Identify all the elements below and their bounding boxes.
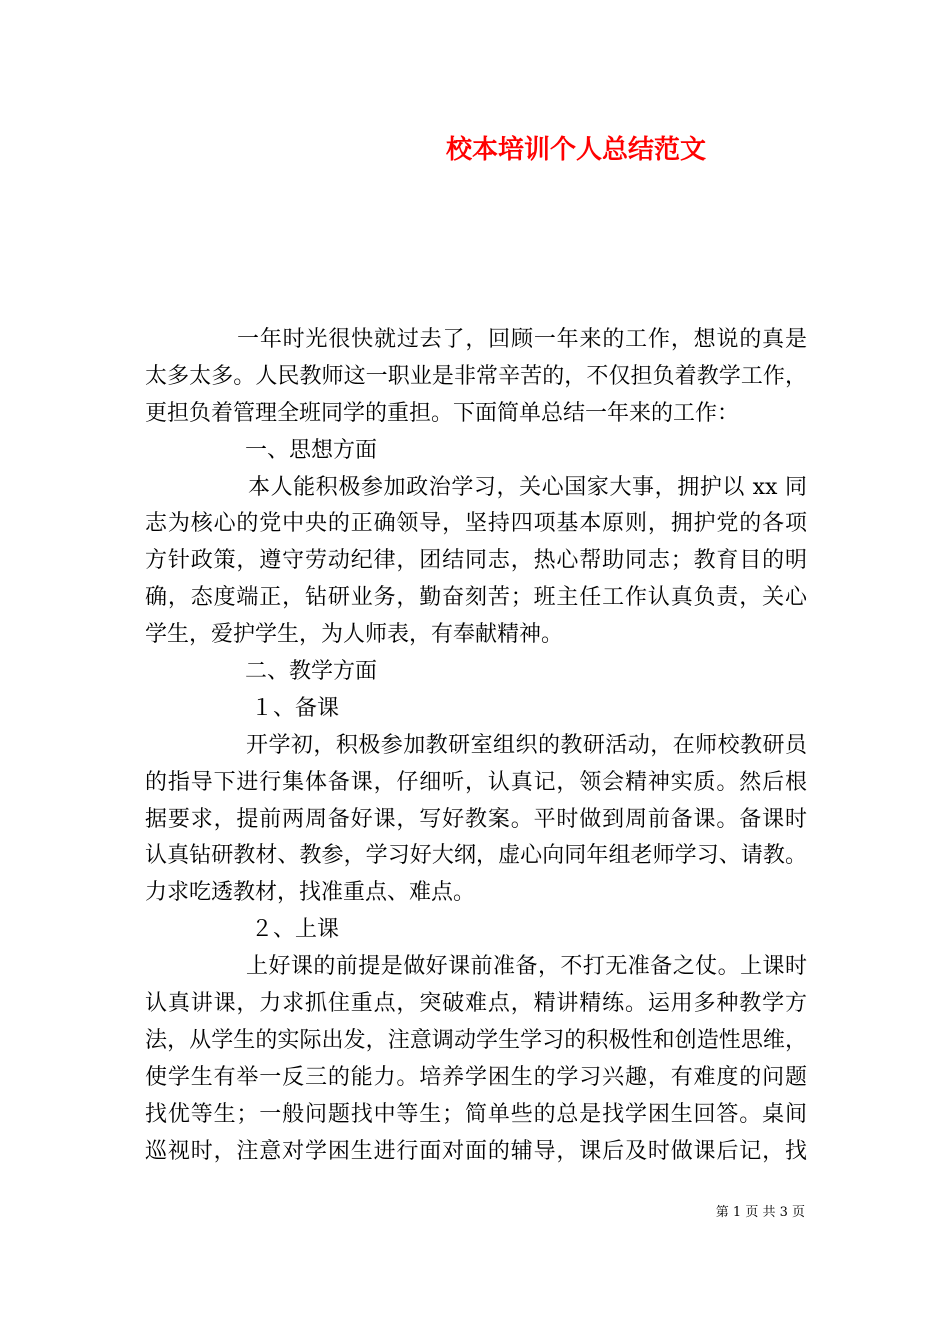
text-line: 的指导下进行集体备课，仔细听，认真记，领会精神实质。然后根 bbox=[145, 769, 807, 795]
text-line: 太多太多。人民教师这一职业是非常辛苦的，不仅担负着教学工作， bbox=[145, 363, 807, 389]
section-teaching bbox=[145, 654, 807, 1170]
text-line: 方针政策，遵守劳动纪律，团结同志，热心帮助同志；教育目的明 bbox=[145, 548, 807, 574]
text-line: 开学初，积极参加教研室组织的教研活动，在师校教研员 bbox=[246, 732, 807, 758]
text-line: 使学生有举一反三的能力。培养学困生的学习兴趣，有难度的问题 bbox=[145, 1064, 807, 1090]
text-line: 巡视时，注意对学困生进行面对面的辅导，课后及时做课后记，找 bbox=[145, 1138, 807, 1164]
text-line: 力求吃透教材，找准重点、难点。 bbox=[145, 880, 476, 906]
document-body bbox=[145, 322, 807, 1170]
text-line: 学生，爱护学生，为人师表，有奉献精神。 bbox=[145, 622, 564, 648]
page-number: 第 1 页 共 3 页 bbox=[715, 1205, 805, 1220]
text-line: 确，态度端正，钻研业务，勤奋刻苦；班主任工作认真负责，关心 bbox=[145, 585, 807, 611]
text-line: 认真讲课，力求抓住重点，突破难点，精讲精练。运用多种教学方 bbox=[145, 991, 807, 1017]
text-line: 找优等生；一般问题找中等生；简单些的总是找学困生回答。桌间 bbox=[145, 1101, 807, 1127]
text-line: 据要求，提前两周备好课，写好教案。平时做到周前备课。备课时 bbox=[145, 806, 807, 832]
text-line: 上好课的前提是做好课前准备，不打无准备之仗。上课时 bbox=[246, 954, 807, 980]
text-line: 志为核心的党中央的正确领导，坚持四项基本原则，拥护党的各项 bbox=[145, 511, 807, 537]
subsection-heading: ２、上课 bbox=[251, 917, 340, 943]
subsection-class bbox=[145, 912, 807, 1170]
text-line: 本人能积极参加政治学习，关心国家大事，拥护以 xx 同 bbox=[248, 474, 807, 500]
section-thought bbox=[145, 433, 807, 654]
text-line: 认真钻研教材、教参，学习好大纲，虚心向同年组老师学习、请教。 bbox=[145, 843, 807, 869]
text-line: 更担负着管理全班同学的重担。下面简单总结一年来的工作： bbox=[145, 400, 740, 426]
intro-paragraph bbox=[145, 322, 807, 433]
subsection-lesson-prep bbox=[145, 691, 807, 912]
text-line: 一年时光很快就过去了，回顾一年来的工作，想说的真是 bbox=[237, 327, 807, 352]
text-line: 法，从学生的实际出发，注意调动学生学习的积极性和创造性思维， bbox=[145, 1027, 807, 1053]
section-heading: 一、思想方面 bbox=[245, 437, 378, 463]
section-heading: 二、教学方面 bbox=[245, 659, 378, 685]
document-title: 校本培训个人总结范文 bbox=[445, 135, 706, 165]
subsection-heading: １、备课 bbox=[251, 695, 340, 721]
